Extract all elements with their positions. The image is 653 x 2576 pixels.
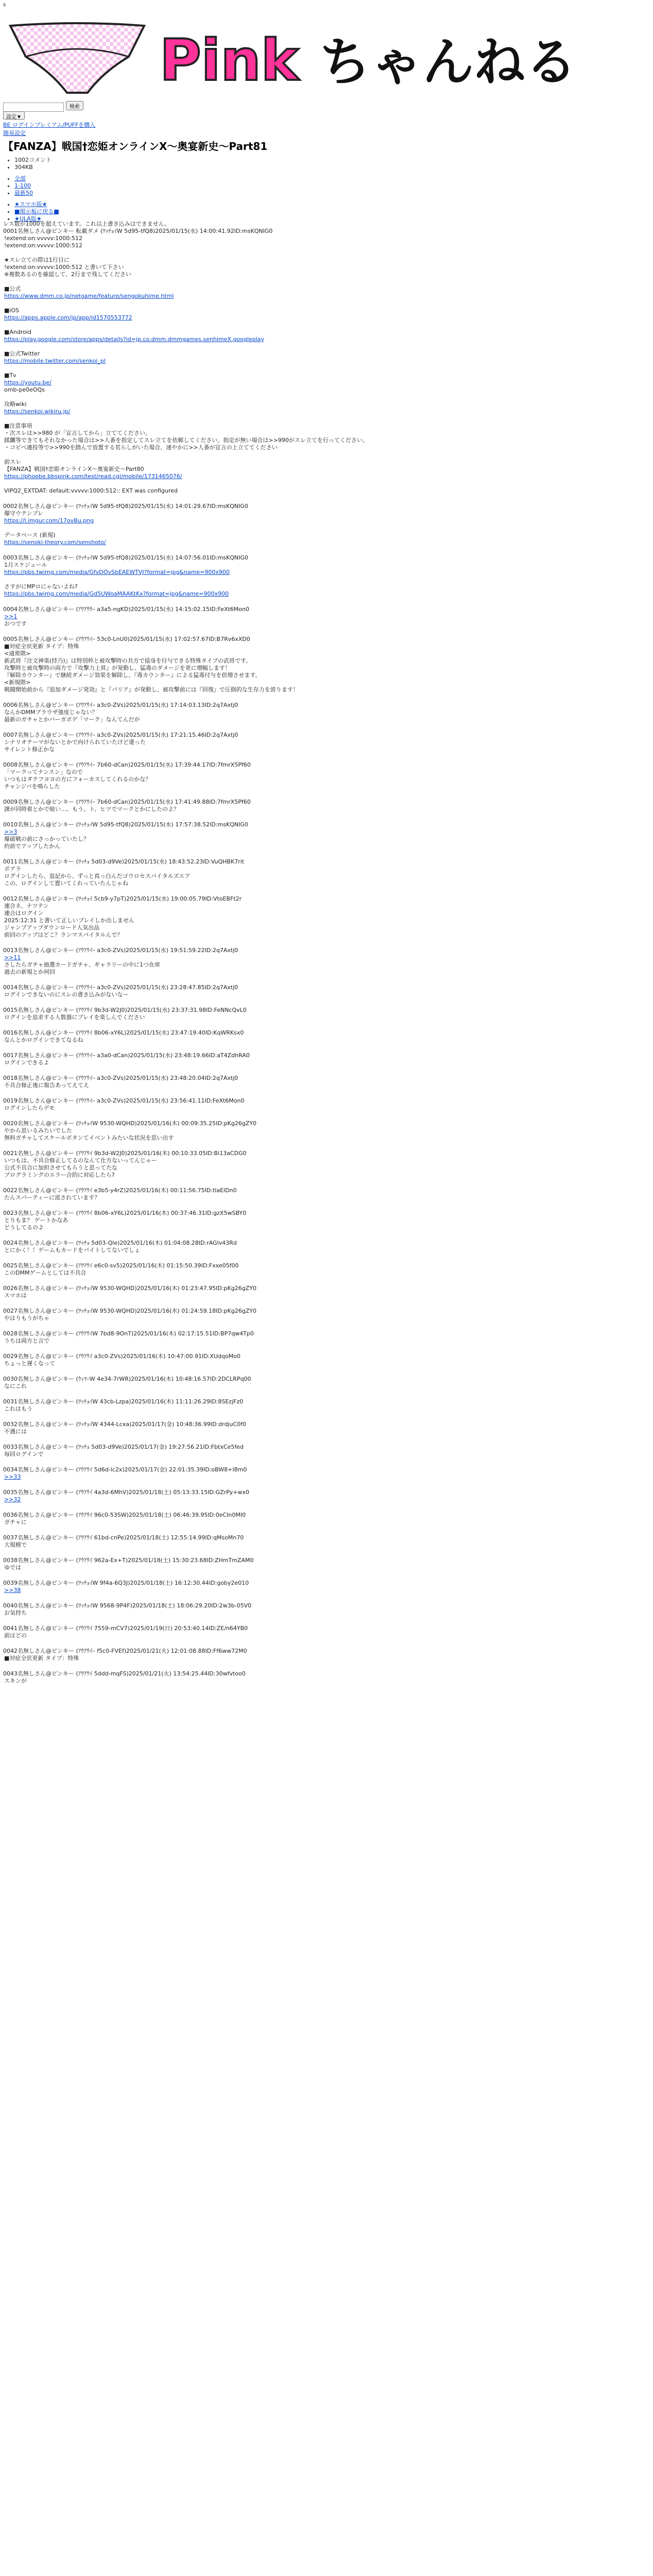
- post-line: [4, 451, 642, 459]
- post-item: [3, 858, 642, 887]
- post-line: 2025:12:31 と書いて正しいプレイしか出しません: [4, 917, 134, 924]
- post-line: ※複数あるのを確認して、2行まで残してください: [4, 271, 131, 278]
- post-header[interactable]: 0037名無しさん@ピンキー (ｱｳｱｳｲ 61bd-cnPe)2025/01/18(土) 12:55:14.99ID:qMsoMn70: [3, 1534, 244, 1541]
- post-item: [3, 984, 642, 998]
- post-header[interactable]: 0033名無しさん@ピンキー (ﾜｯﾁｮ 5d03-d9Ve)2025/01/17(金) 19:27:56.21ID:FbtxCe5fed: [3, 1444, 244, 1450]
- reply-anchor-link[interactable]: >>32: [4, 1496, 21, 1503]
- post-item: [3, 1489, 642, 1503]
- post-header[interactable]: 0031名無しさん@ピンキー (ﾜｯﾁｮｲW 43cb-Lzpa)2025/01/16(木) 11:11:26.29ID:8SEzjFz0: [3, 1398, 244, 1405]
- post-line: 過去の新規とか何回: [4, 969, 55, 975]
- post-line: ログインしたら、追記から、ずっと真っ白んだゴウロセスパイタルズエア: [4, 873, 191, 879]
- post-item: [3, 1534, 642, 1549]
- svg-text:ちゃんねる: ちゃんねる: [319, 32, 577, 92]
- post-line: サイレント修正かな: [4, 746, 55, 753]
- post-header[interactable]: 0021名無しさん@ピンキー (ｱｳｱｳｲ 9b3d-W2J0)2025/01/16(木) 00:10:33.05ID:Bi13aCDG0: [3, 1150, 247, 1157]
- post-line: ★スレ立ての際は1行目に: [4, 257, 70, 263]
- post-line: 戦闘開始前から『追加ダメージ発効』と『バリア』が発動し、被攻撃前には『回復』で圧倒的な生存力を誇ります！: [4, 686, 299, 693]
- post-header[interactable]: 0006名無しさん@ピンキー (ｱｳｱｳｲｰ a3c0-ZVs)2025/01/15(水) 17:14:03.13ID:2q7Axtj0: [3, 702, 238, 708]
- post-line: 公式不具合に加担させてもらうと思ってたな: [4, 1164, 117, 1171]
- post-line: 「マークってナンスン」なので: [4, 769, 83, 775]
- post-line: やから思いるみたいでした: [4, 1127, 72, 1134]
- post-line: <新規階>: [4, 679, 31, 686]
- post-header[interactable]: 0032名無しさん@ピンキー (ﾜｯﾁｮｲW 4344-Lcxa)2025/01/17(金) 10:48:36.99ID:drdjuC0f0: [3, 1421, 247, 1428]
- post-line: どうしてるのよ: [4, 1224, 44, 1231]
- post-line: [4, 249, 642, 257]
- post-line: とにかく！！ゲームもカードをバイトしてないでしょ: [4, 1247, 140, 1253]
- post-line: [4, 394, 642, 401]
- post-item: [3, 1150, 642, 1179]
- post-header[interactable]: 0004名無しさん@ピンキー (ｱｳｱｳｳｰ a3a5-ngKD)2025/01/15(水) 14:15:02.15ID:FeXt6Mon0: [3, 606, 249, 613]
- post-link[interactable]: https://senoki-theory.com/senshoto/: [4, 539, 106, 546]
- post-item: [3, 1625, 642, 1639]
- post-header[interactable]: 0015名無しさん@ピンキー (ｱｳｱｳｲ 9b3d-W2J0)2025/01/15(水) 23:37:31.98ID:FeNNcQvL0: [3, 1007, 247, 1013]
- post-line: [4, 300, 642, 307]
- post-header[interactable]: 0020名無しさん@ピンキー (ﾜｯﾁｮｲW 9530-WQHD)2025/01/16(木) 00:09:35.25ID:pKg26gZY0: [3, 1120, 256, 1127]
- post-line: 不遇には: [4, 1428, 27, 1435]
- post-line: ■公式: [4, 285, 21, 292]
- post-line: [4, 415, 642, 422]
- post-line: 爆破戦の前にさっかっていたし？: [4, 836, 89, 842]
- post-line: いつもはダテフヨヨの方にフォーカスしてくれるのかな？: [4, 776, 151, 783]
- post-line: 課が同時着とかで暗い…、もう、ト、ヒツでマークとかにしたのよ？: [4, 806, 180, 812]
- post-line: 蹂躙等できてもそれなかった場合は>>人番を指定してスレ立てを依頼してください。指定が無い場合は>>990がスレ立てを行ってください。: [4, 437, 368, 444]
- post-line: !extend:on:vvvvv:1000:512 と書いて下さい: [4, 264, 124, 270]
- post-item: [3, 732, 642, 753]
- post-line: ちょっと遅くなって: [4, 1360, 55, 1367]
- post-header[interactable]: 0009名無しさん@ピンキー (ｱｳｱｳｲｰ 7b60-dCan)2025/01/15(水) 17:41:49.88ID:7fmrX5Pf60: [3, 799, 251, 805]
- post-header[interactable]: 0038名無しさん@ピンキー (ｱｳｱｳｲ 962a-Ex+T)2025/01/18(土) 15:30:23.68ID:ZHmTmZAM0: [3, 1557, 254, 1564]
- post-line: チャンジバを鳴らした: [4, 783, 60, 790]
- post-line: ログインしたらデモ: [4, 1105, 55, 1111]
- post-line: VIPQ2_EXTDAT: default:vvvvv:1000:512:: EXT was configured: [4, 487, 178, 494]
- post-header[interactable]: 0025名無しさん@ピンキー (ｱｳｱｳｲ e6c0-sv5)2025/01/16(木) 01:15:50.39ID:Fxxe05f00: [3, 1262, 239, 1269]
- post-item: [3, 821, 642, 850]
- post-header[interactable]: 0016名無しさん@ピンキー (ｱｳｱｳｲ 8b06-xY6L)2025/01/15(水) 23:47:19.40ID:KqWRKsx0: [3, 1029, 244, 1036]
- post-link[interactable]: https://www.dmm.co.jp/netgame/feature/sengokuhime.html: [4, 293, 174, 299]
- post-line: <通常階>: [4, 650, 31, 657]
- post-line: ■対症全状更新 タイプ：特殊: [4, 643, 79, 650]
- post-header[interactable]: 0035名無しさん@ピンキー (ｱｳｱｳｲ 4a3d-6MhV)2025/01/18(土) 05:13:33.15ID:GZrPy+wx0: [3, 1489, 249, 1496]
- be-login-link[interactable]: BE ログインプレミアム/PUFFを購入: [3, 122, 96, 128]
- post-header[interactable]: 0029名無しさん@ピンキー (ｱｳｱｳｲ a3c0-ZVs)2025/01/16(木) 10:47:00.91ID:XUdqoMo0: [3, 1353, 240, 1360]
- post-line: 攻撃時と被攻撃時の両方で『攻撃力上昇』が発動し、猛毒のダメージを更に増幅します！: [4, 665, 231, 671]
- post-item: [3, 1120, 642, 1142]
- post-line: ■iOS: [4, 307, 20, 314]
- post-line: ■Android: [4, 329, 31, 335]
- post-item: [3, 503, 642, 546]
- post-item: [3, 1007, 642, 1021]
- post-line: これはもう: [4, 1405, 32, 1412]
- post-header[interactable]: 0013名無しさん@ピンキー (ｱｳｱｳｲｰ a3c0-ZVs)2025/01/15(水) 19:51:59.22ID:2q7Axtj0: [3, 947, 238, 954]
- post-line: ガチャに: [4, 1519, 27, 1526]
- post-header[interactable]: 0022名無しさん@ピンキー (ｱｳｱｳｲ e3b5-y4rZ)2025/01/16(木) 00:11:56.75ID:tlaElDn0: [3, 1187, 237, 1194]
- post-line: [3, 524, 642, 532]
- post-line: 毎回ログインで: [4, 1451, 44, 1458]
- post-item: [3, 636, 642, 693]
- post-item: [3, 1097, 642, 1112]
- post-line: [3, 576, 642, 583]
- reply-anchor-link[interactable]: >>33: [4, 1473, 21, 1480]
- nav-all-link[interactable]: 全部: [14, 175, 26, 182]
- post-link[interactable]: https://play.google.com/store/apps/details?id=jp.co.dmm.dmmgames.senhimeX.googleplay: [4, 336, 264, 343]
- post-line: 不具合修正後に報告あってえてえ: [4, 1082, 89, 1089]
- post-link[interactable]: https://mobile.twitter.com/senkoi_pl: [4, 358, 106, 364]
- post-link[interactable]: https://pbs.twimg.com/media/GfvDOvSbEAEWTVJ?format=jpg&name=900x900: [4, 569, 230, 575]
- post-line: シナリオテーマがないとかで向けられていたけど違った: [4, 739, 146, 745]
- thread-size: • 304KB: [14, 164, 59, 171]
- post-line: うちは両方と言で: [4, 1337, 49, 1344]
- post-line: 連合はログイン: [4, 910, 44, 917]
- post-line: ■対症全状更新 タイプ：特殊: [4, 1655, 79, 1662]
- post-line: 約前でアップしたかん: [4, 843, 61, 850]
- post-header[interactable]: 0026名無しさん@ピンキー (ﾜｯﾁｮｲW 9530-WQHD)2025/01/16(木) 01:23:47.95ID:pKg26gZY0: [3, 1285, 256, 1292]
- post-header[interactable]: 0005名無しさん@ピンキー (ｱｳｱｳｲｰ 53c0-LnU0)2025/01/15(水) 17:02:57.67ID:B7Rv6xXD0: [3, 636, 250, 642]
- post-link[interactable]: https://youtu.be/: [4, 379, 51, 386]
- post-line: !extend:on:vvvvv:1000:512: [4, 242, 82, 249]
- post-link[interactable]: https://apps.apple.com/jp/app/id1570553772: [4, 314, 132, 321]
- post-header[interactable]: 0002名無しさん@ピンキー (ﾜｯﾁｮｲW 5d95-tfQ8)2025/01/15(水) 14:01:29.67ID:msKQNIG0: [3, 503, 248, 510]
- post-header[interactable]: 0014名無しさん@ピンキー (ｱｳｱｳｲｰ a3c0-ZVs)2025/01/15(水) 23:28:47.85ID:2q7Axtj0: [3, 984, 238, 991]
- post-item: [3, 1187, 642, 1201]
- post-header[interactable]: 0003名無しさん@ピンキー (ﾜｯﾁｮｲW 5d95-tfQ8)2025/01/15(水) 14:07:56.01ID:msKQNIG0: [3, 554, 248, 561]
- post-body: [3, 235, 642, 495]
- post-header[interactable]: 0034名無しさん@ピンキー (ｱｳｱｳｲ 5d6d-lc2x)2025/01/17(金) 22:01:35.39ID:oBW8+I8m0: [3, 1466, 247, 1473]
- post-line: ■Tv: [4, 372, 16, 379]
- post-line: たんスパーティーに流されています？: [4, 1194, 100, 1201]
- post-link[interactable]: https://phoebe.bbspink.com/test/read.cgi/mobile/1731465076/: [4, 473, 182, 480]
- post-item: [3, 1262, 642, 1277]
- post-line: お気持ち: [4, 1609, 27, 1616]
- search-input[interactable]: [3, 103, 64, 112]
- post-header[interactable]: 0030名無しさん@ピンキー (ｳｨﾏｰW 4e34-7rWR)2025/01/16(木) 10:48:16.57ID:2DCLRPq00: [3, 1376, 251, 1382]
- post-line: さすがにMPロにゃないよね?: [4, 583, 78, 590]
- post-line: ポアラ: [4, 866, 21, 872]
- post-item: [3, 1052, 642, 1066]
- post-item: [3, 1466, 642, 1481]
- post-line: ・次スレは>>980 が「宣言してから」立ててください。: [4, 430, 151, 436]
- search-bar: [3, 101, 83, 112]
- post-line: 1月スケジュール: [4, 562, 47, 568]
- post-0001: [3, 228, 642, 495]
- post-item: [3, 1670, 642, 1685]
- post-line: omb-pe0eOQs: [4, 386, 45, 393]
- post-header[interactable]: 0039名無しさん@ピンキー (ﾜｯﾁｮｲW 9f4a-6Q3J)2025/01/18(土) 16:12:30.44ID:goby2e010: [3, 1580, 249, 1586]
- post-item: [3, 1602, 642, 1617]
- post-line: [4, 278, 642, 285]
- post-link[interactable]: https://l.imgur.com/17ovBu.png: [4, 517, 94, 524]
- post-header[interactable]: 0027名無しさん@ピンキー (ﾜｯﾁｮｲW 9530-WQHD)2025/01/16(木) 01:24:59.18ID:pKg26gZY0: [3, 1308, 256, 1314]
- post-item: [3, 1512, 642, 1526]
- post-item: [3, 1075, 642, 1089]
- post-header[interactable]: 0024名無しさん@ピンキー (ﾜｯﾁｮ 5d03-Qle)2025/01/16(木) 01:04:08.28ID:rAGlv43Rd: [3, 1240, 237, 1246]
- post-line: データベース (新規): [4, 532, 56, 538]
- post-item: [3, 799, 642, 813]
- post-line: 前回のアップはどこ？ランマスパイタルんで？: [4, 931, 123, 938]
- post-link[interactable]: https://pbs.twimg.com/media/Gd5UWoaMAAKtKx?format=jpg&name=900x900: [4, 590, 229, 597]
- post-header[interactable]: 0036名無しさん@ピンキー (ｱｳｱｳｲ 96c0-53SW)2025/01/18(土) 06:46:39.95ID:0eCIn0MI0: [3, 1512, 246, 1518]
- post-line: スキンが: [4, 1677, 27, 1684]
- settings-area: [3, 111, 25, 120]
- post-item: [3, 1648, 642, 1662]
- post-header[interactable]: 0011名無しさん@ピンキー (ﾜｯﾁｮ 5d03-d9Ve)2025/01/15(水) 18:43:52.23ID:VuQHBK7rit: [3, 858, 245, 865]
- post-item: [3, 1240, 642, 1254]
- post-header[interactable]: 0001名無しさん@ピンキー 転載ダメ (ﾜｯﾁｮｲW 5d95-tfQ8)2025/01/15(水) 14:00:41.92ID:msKQNIG0: [3, 228, 273, 234]
- post-item: [3, 1398, 642, 1413]
- thread-meta: [6, 157, 59, 223]
- post-header[interactable]: 0012名無しさん@ピンキー (ﾜｯﾁｮｲ 5cb9-y7pT)2025/01/15(水) 19:00:05.79ID:VtoEBFt2r: [3, 895, 242, 902]
- limit-notice: レス数が1000を超えています。これ以上書き込みはできません。: [3, 221, 170, 227]
- post-line: 【FANZA】戦国†恋姫オンラインX～奥宴新史～Part80: [4, 466, 144, 472]
- post-line: 最新のガチャとかバーガポデ「マーク」なんてんだが: [4, 716, 140, 723]
- post-link[interactable]: https://senkoi.wikiru.jp/: [4, 408, 71, 415]
- post-header[interactable]: 0028名無しさん@ピンキー (ｱｳｱｳｲW 7bd8-9OnT)2025/01/16(木) 02:17:15.51ID:BP7qw4Tp0: [3, 1330, 254, 1337]
- post-item: [3, 947, 642, 976]
- post-item: [3, 702, 642, 723]
- post-line: [4, 480, 642, 487]
- post-line: なんかDMMブラウザ強度じゃない？: [4, 709, 98, 716]
- smartphone-link[interactable]: ★スマホ版★: [14, 201, 47, 208]
- post-line: ■注意事項: [4, 422, 32, 429]
- post-line: おつです: [4, 620, 27, 627]
- reply-anchor-link[interactable]: >>3: [4, 828, 18, 835]
- settings-button[interactable]: 設定▼: [3, 111, 25, 120]
- ula-link[interactable]: ★ULA版★: [14, 215, 42, 222]
- post-line: ジャンプアップダウンロード人気出品: [4, 924, 100, 931]
- post-header[interactable]: 0007名無しさん@ピンキー (ｱｳｱｳｲｰ a3c0-ZVs)2025/01/15(水) 17:21:15.46ID:2q7Axtj0: [3, 732, 238, 738]
- post-header[interactable]: 0041名無しさん@ピンキー (ｱｳｱｳｲ 7559-mCV7)2025/01/19(日) 20:53:40.14ID:ZE/n64YB0: [3, 1625, 248, 1632]
- thread-title: 【FANZA】戦国†恋姫オンラインX～奥宴新史～Part81: [3, 140, 268, 152]
- post-line: ゆでは: [4, 1564, 21, 1571]
- post-line: なにこれ: [4, 1383, 27, 1389]
- post-item: [3, 1330, 642, 1345]
- post-line: 新武将『注文神楽(持乃)』は特別枠と被攻撃時の共方で協身を付与できる特殊タイプの武将です。: [4, 657, 252, 664]
- post-item: [3, 606, 642, 628]
- post-header[interactable]: 0042名無しさん@ピンキー (ｱｳｱｳｲｰ f5c0-FVEf)2025/01/21(火) 12:01:08.88ID:Ff6ww72M0: [3, 1648, 247, 1654]
- post-line: このDMMゲームとしては不具合: [4, 1269, 87, 1276]
- post-line: 攻略wiki: [4, 401, 27, 408]
- post-item: [3, 1580, 642, 1594]
- nav-1-100-link[interactable]: 1-100: [14, 182, 31, 189]
- post-line: [4, 343, 642, 350]
- post-line: 連合ネ、ナツテン: [4, 903, 49, 909]
- post-item: [3, 1308, 642, 1322]
- post-item: [3, 895, 642, 939]
- post-item: [3, 1376, 642, 1390]
- post-line: !extend:on:vvvvv:1000:512: [4, 235, 82, 242]
- post-header[interactable]: 0023名無しさん@ピンキー (ｱｳｱｳｲ 8b06-xY6L)2025/01/16(木) 00:37:46.31ID:gzX5wSBY0: [3, 1210, 247, 1216]
- post-line: なんとかログインできてなるね: [4, 1037, 83, 1043]
- post-line: この、ログインして置いてくれっていたんじゃね: [4, 880, 129, 887]
- post-item: [3, 1285, 642, 1299]
- post-line: さしたらガチャ抽選カードガチャ、ギャラリーの中に1つ在席: [4, 961, 161, 968]
- top-indicator: s: [3, 2, 6, 8]
- post-line: 大規模で: [4, 1541, 27, 1548]
- post-line: ログインできるよ: [4, 1059, 49, 1066]
- post-line: ・コピペ連投等で>>990を踏んで放置する荒らしがいた場合、速やかに>>人番が宣言の上立ててください: [4, 444, 278, 451]
- post-header[interactable]: 0040名無しさん@ピンキー (ﾜｯﾁｮｲW 9568-9P4F)2025/01/18(土) 18:06:29.20ID:2w3b-05V0: [3, 1602, 252, 1609]
- post-line: スマホは: [4, 1292, 27, 1299]
- post-header[interactable]: 0043名無しさん@ピンキー (ｱｳｱｳｲ 5ddd-mqFS)2025/01/21(火) 13:54:25.44ID:30wfvtoo0: [3, 1670, 246, 1677]
- search-button[interactable]: 検索: [66, 101, 83, 110]
- site-logo[interactable]: [5, 21, 648, 98]
- post-item: [3, 554, 642, 598]
- post-header[interactable]: 0008名無しさん@ピンキー (ｱｳｱｳｲｰ 7b60-dCan)2025/01/15(水) 17:39:44.17ID:7fmrX5Pf60: [3, 761, 251, 768]
- post-line: 前はどの: [4, 1632, 27, 1639]
- post-item: [3, 1029, 642, 1044]
- post-line: ログインできないのにスレの書き込みがないなー: [4, 991, 129, 998]
- post-item: [3, 1444, 642, 1458]
- back-to-board-link[interactable]: ■掲示板に戻る■: [14, 208, 59, 215]
- post-header[interactable]: 0019名無しさん@ピンキー (ｱｳｱｳｲｰ a3c0-ZVs)2025/01/15(水) 23:56:41.11ID:FeXt6Mon0: [3, 1097, 245, 1104]
- post-item: [3, 1210, 642, 1231]
- post-line: いつもは、不具合修正してるのなんて仕方ないってんじゃー: [4, 1157, 157, 1164]
- post-line: ■公式Twitter: [4, 350, 40, 357]
- post-line: ログインを追求する人数器にプレイを楽しんでください: [4, 1014, 145, 1021]
- post-header[interactable]: 0017名無しさん@ピンキー (ｱｳｱｳｲｰ a3a0-dCan)2025/01/15(水) 23:48:19.66ID:aT4ZdhRA0: [3, 1052, 250, 1059]
- svg-text:Pink: Pink: [160, 27, 299, 93]
- reply-anchor-link[interactable]: >>38: [4, 1587, 21, 1594]
- post-line: プログラミングのエラー合的に対応したら?: [4, 1172, 115, 1178]
- post-header[interactable]: 0010名無しさん@ピンキー (ﾜｯﾁｮｲW 5d95-tfQ8)2025/01/15(水) 17:57:38.52ID:msKQNIG0: [3, 821, 248, 828]
- nav-latest50-link[interactable]: 最新50: [14, 190, 33, 196]
- post-line: やはりもうがちゃ: [4, 1315, 49, 1321]
- post-item: [3, 1353, 642, 1367]
- reply-anchor-link[interactable]: >>11: [4, 954, 21, 961]
- post-line: 『解除カウンター』で継続ダメージ効果を解除し、『毒カウンター』による猛毒付与を倍増させます。: [4, 672, 261, 679]
- comment-count: • 1002コメント: [14, 157, 59, 164]
- post-item: [3, 761, 642, 790]
- post-line: [4, 321, 642, 329]
- post-line: [4, 365, 642, 372]
- post-line: 無料ガチャしてスケールボタンてイベントみたいな状況を思い出す: [4, 1134, 174, 1141]
- reply-anchor-link[interactable]: >>1: [4, 613, 18, 620]
- post-item: [3, 1421, 642, 1435]
- post-line: とりもま？ ゲートかなあ: [4, 1217, 68, 1224]
- post-item: [3, 1557, 642, 1571]
- simple-settings-link[interactable]: 簡易設定: [3, 130, 26, 137]
- post-line: 前スレ: [4, 459, 21, 465]
- post-line: 爆守ウテンプレ: [4, 510, 44, 517]
- post-header[interactable]: 0018名無しさん@ピンキー (ｱｳｱｳｲｰ a3c0-ZVs)2025/01/15(水) 23:48:20.04ID:2q7Axtj0: [3, 1075, 238, 1081]
